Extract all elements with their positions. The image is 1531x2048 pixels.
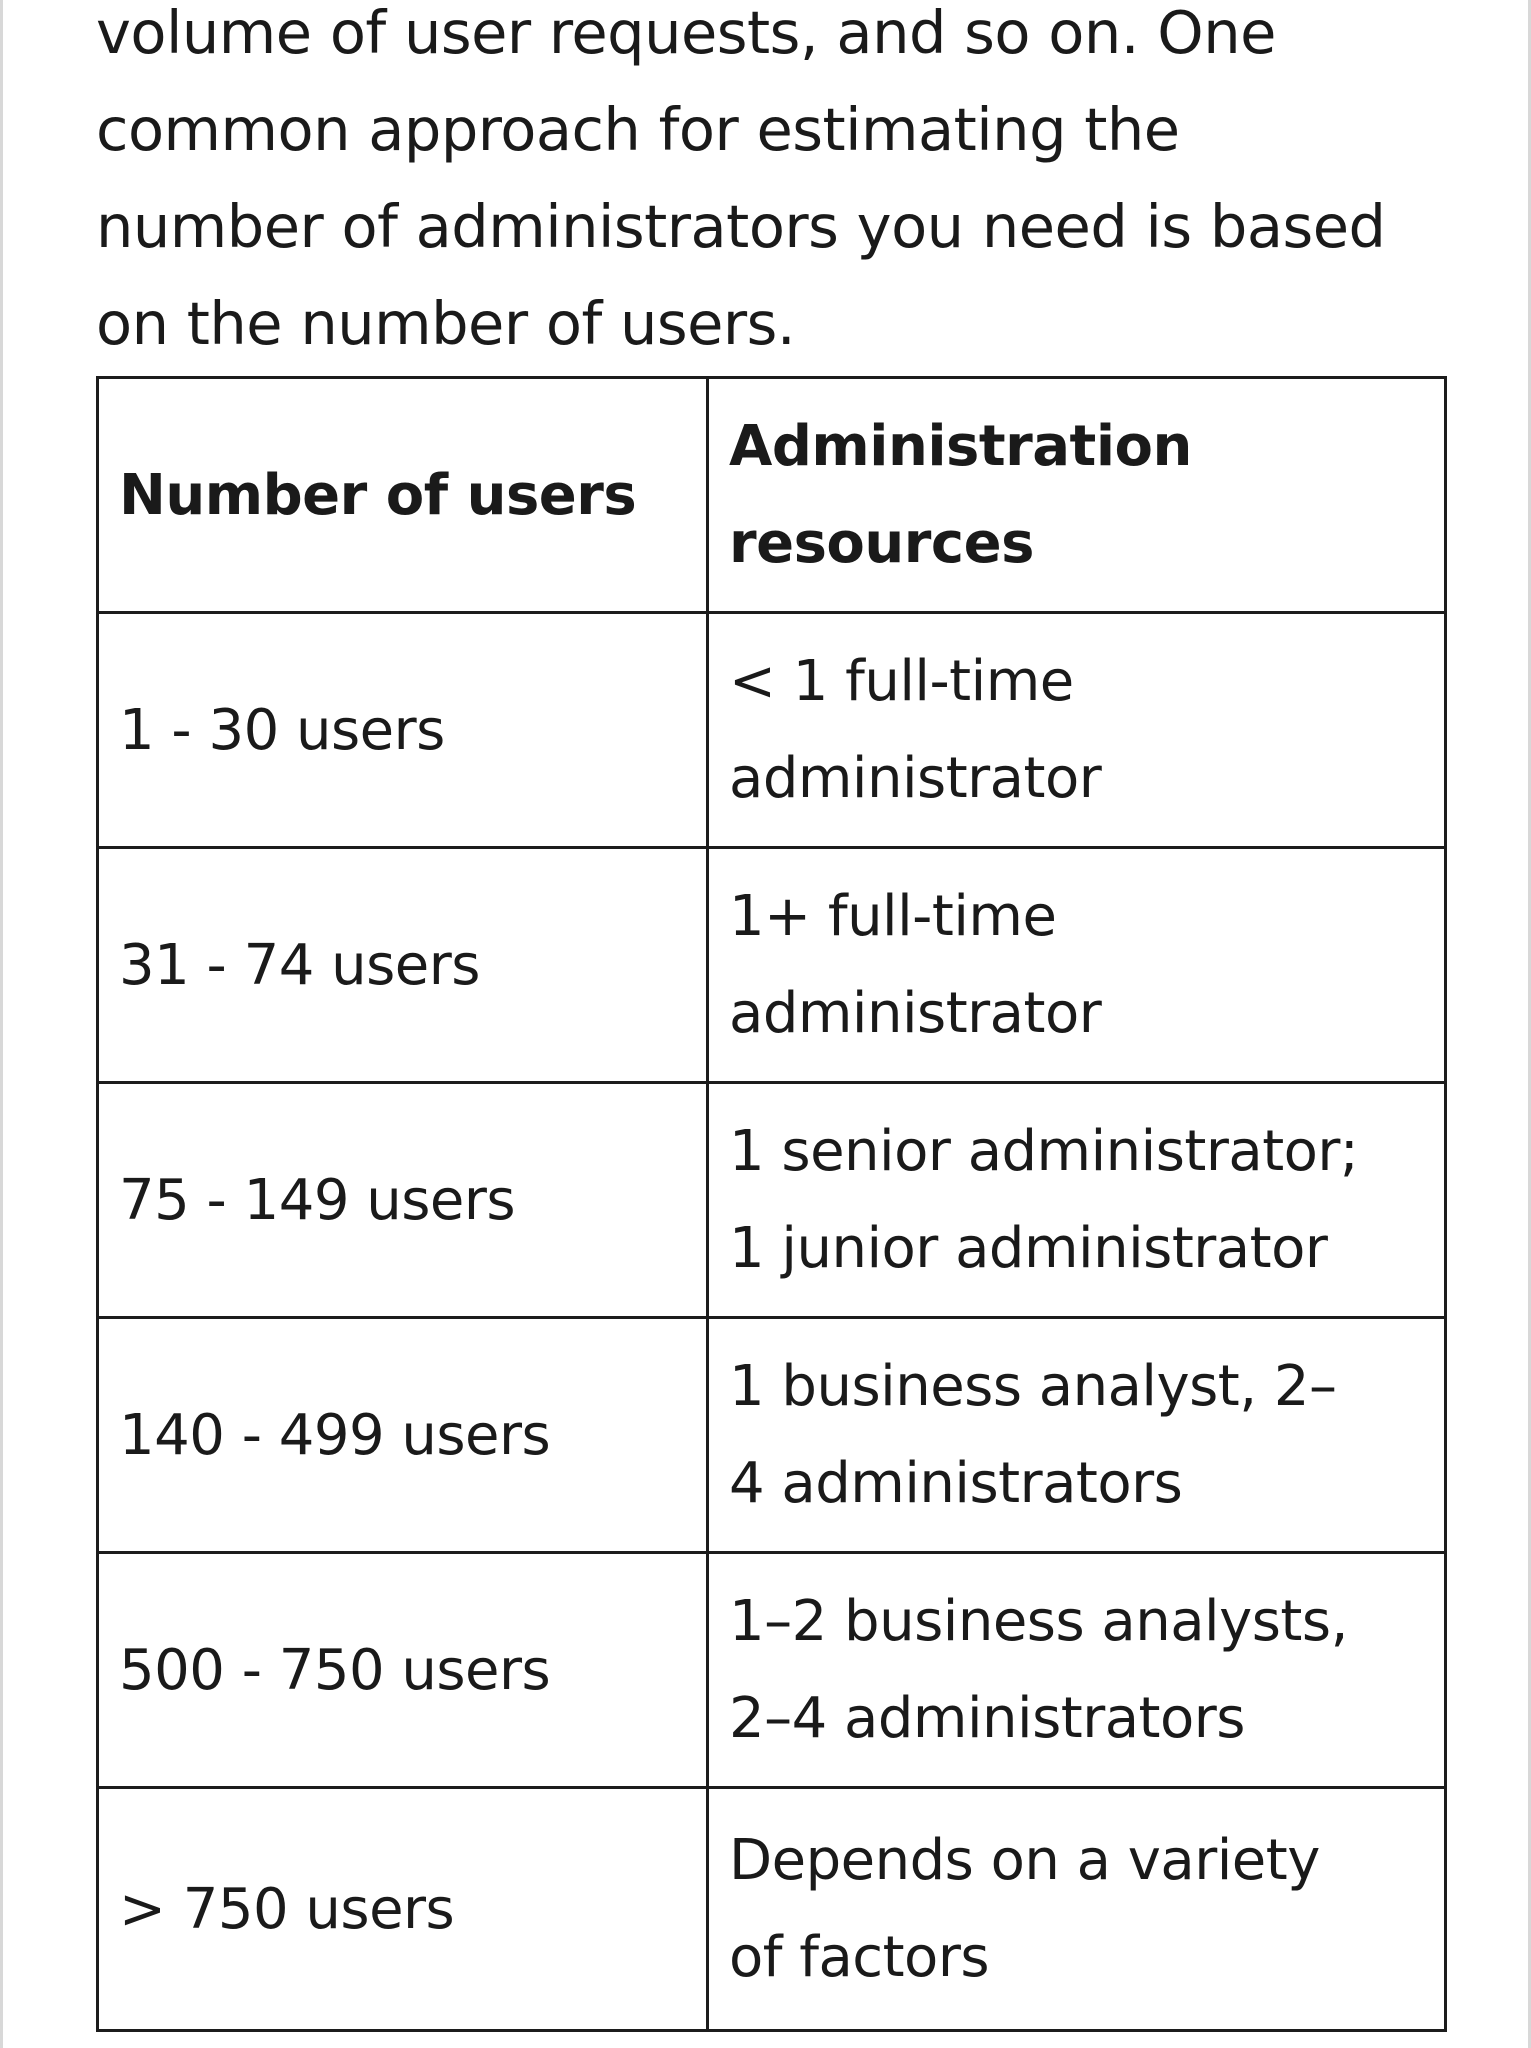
resources-cell-line-1: < 1 full-time xyxy=(729,649,1074,714)
resources-cell-line-2: administrator xyxy=(729,746,1102,811)
resources-cell xyxy=(708,613,1446,848)
resources-cell-line-2: 4 administrators xyxy=(729,1451,1183,1516)
resources-cell-line-1: Depends on a variety xyxy=(729,1828,1320,1893)
header-administration-resources xyxy=(708,378,1446,613)
users-cell xyxy=(98,1318,708,1553)
users-cell-text: > 750 users xyxy=(119,1876,455,1942)
intro-line-3: number of administrators you need is based xyxy=(96,192,1386,261)
resources-cell xyxy=(708,1553,1446,1788)
resources-cell-line-1: 1–2 business analysts, xyxy=(729,1589,1348,1654)
header-number-of-users xyxy=(98,378,708,613)
table-header-row xyxy=(98,378,1446,613)
resources-cell xyxy=(708,1788,1446,2031)
resources-cell-line-1: 1+ full-time xyxy=(729,884,1057,949)
users-cell-text: 75 - 149 users xyxy=(119,1167,516,1233)
intro-line-4: on the number of users. xyxy=(96,289,796,358)
table-row xyxy=(98,613,1446,848)
users-cell-text: 140 - 499 users xyxy=(119,1402,551,1468)
resources-cell-line-1: 1 senior administrator; xyxy=(729,1119,1359,1184)
table-row xyxy=(98,1553,1446,1788)
resources-cell xyxy=(708,1318,1446,1553)
users-cell-text: 1 - 30 users xyxy=(119,697,445,763)
document-content xyxy=(96,0,1456,1990)
users-cell-text: 500 - 750 users xyxy=(119,1637,551,1703)
resources-cell xyxy=(708,1083,1446,1318)
table-row xyxy=(98,1083,1446,1318)
users-cell xyxy=(98,613,708,848)
users-cell xyxy=(98,1083,708,1318)
table-row xyxy=(98,848,1446,1083)
intro-paragraph xyxy=(96,0,1476,372)
users-cell-text: 31 - 74 users xyxy=(119,932,480,998)
resources-cell-line-2: 1 junior administrator xyxy=(729,1216,1328,1281)
header-number-of-users-label: Number of users xyxy=(119,462,637,528)
table-row xyxy=(98,1788,1446,2031)
intro-line-1: volume of user requests, and so on. One xyxy=(96,0,1276,67)
table-row xyxy=(98,1318,1446,1553)
header-admin-resources-line-1: Administration xyxy=(729,414,1192,479)
users-cell xyxy=(98,1553,708,1788)
resources-cell xyxy=(708,848,1446,1083)
resources-cell-line-1: 1 business analyst, 2– xyxy=(729,1354,1337,1419)
admin-resources-table xyxy=(96,376,1447,2032)
header-admin-resources-line-2: resources xyxy=(729,511,1034,576)
page-edge-left xyxy=(0,0,3,2048)
resources-cell-line-2: administrator xyxy=(729,981,1102,1046)
intro-line-2: common approach for estimating the xyxy=(96,95,1180,164)
resources-cell-line-2: 2–4 administrators xyxy=(729,1686,1245,1751)
resources-cell-line-2: of factors xyxy=(729,1925,990,1990)
users-cell xyxy=(98,848,708,1083)
users-cell xyxy=(98,1788,708,2031)
